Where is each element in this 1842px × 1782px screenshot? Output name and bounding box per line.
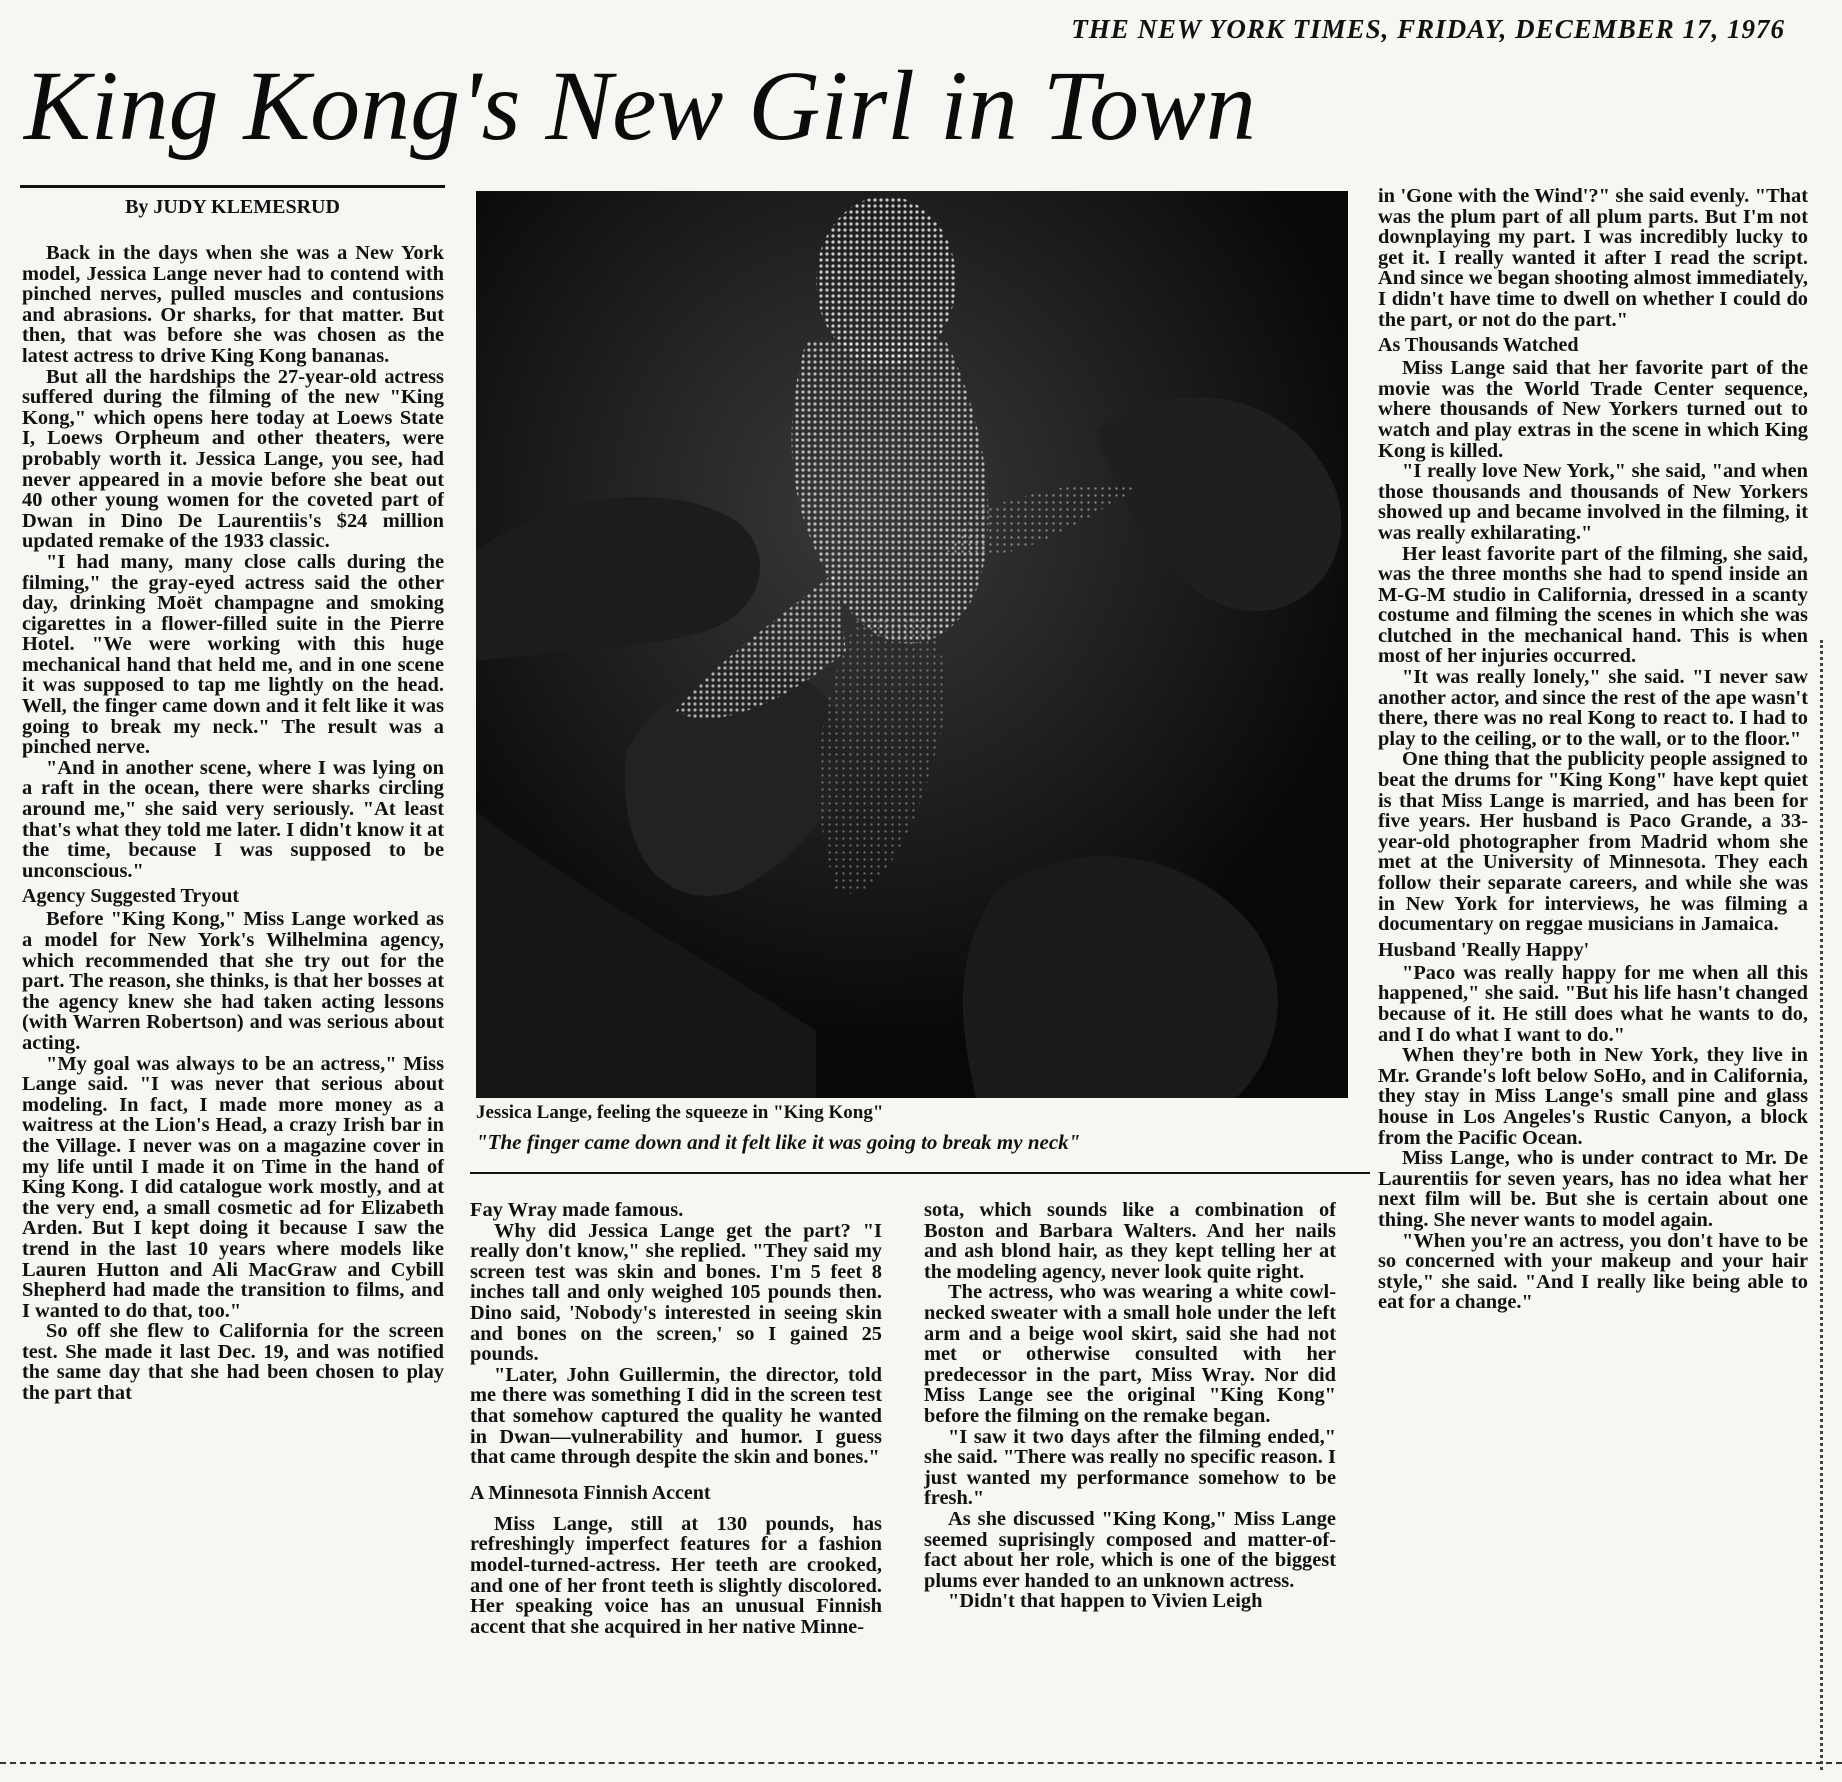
subhead: As Thousands Watched bbox=[1378, 334, 1579, 357]
photo-caption: Jessica Lange, feeling the squeeze in "King Kong" bbox=[476, 1102, 884, 1123]
paragraph: One thing that the publicity people assigned to beat the drums for "King Kong" have kept quiet is that Miss Lange is married, and has been for five years. Her husband is Paco Grande, a 33-year-old photographer from Madrid whom she met at the University of Minnesota. They each follow their separate careers, and while she was in New York for interviews, he was filming a documentary on reggae musicians in Jamaica. bbox=[1378, 748, 1808, 936]
paragraph: "My goal was always to be an actress," Miss Lange said. "I was never that serious about modeling. In fact, I made more money as a waitress at the Lion's Head, a crazy Irish bar in the Village. I never was on a magazine cover in my life until I made it on Time in the hand of King Kong. I did catalogue work mostly, and at the very end, a small cosmetic ad for Elizabeth Arden. But I kept doing it because I saw the trend in the last 10 years where models like Lauren Hutton and Ali MacGraw and Cybill Shepherd had made the transition to films, and I wanted to do that, too." bbox=[22, 1052, 444, 1322]
paragraph: "Didn't that happen to Vivien Leigh bbox=[948, 1590, 1263, 1613]
subhead: Husband 'Really Happy' bbox=[1378, 938, 1590, 961]
subhead: A Minnesota Finnish Accent bbox=[470, 1481, 711, 1504]
paragraph: But all the hardships the 27-year-old actress suffered during the filming of the new "King Kong," which opens here today at Loews State I, Loews Orpheum and other theaters, were probably worth it. Jessica Lange, you see, had never appeared in a movie before she beat out 40 other young women for the coveted part of Dwan in Dino De Laurentiis's $24 million updated remake of the 1933 classic. bbox=[22, 365, 444, 553]
paragraph: sota, which sounds like a combination of Boston and Barbara Walters. And her nails and ash blond hair, as they kept telling her at the modeling agency, never look quite right. bbox=[924, 1200, 1336, 1283]
paragraph: "Paco was really happy for me when all this happened," she said. "But his life hasn't changed because of it. He still does what he wants to do, and I do what I want to do." bbox=[1378, 961, 1808, 1046]
paragraph: When they're both in New York, they live in Mr. Grande's loft below SoHo, and in California, they stay in Miss Lange's small pine and glass house in Los Angeles's Rustic Canyon, a block from the Pacific Ocean. bbox=[1378, 1044, 1808, 1149]
paragraph: The actress, who was wearing a white cowl-necked sweater with a small hole under the left arm and a beige wool skirt, said she had not met or otherwise consulted with her predecessor in the part, Miss Wray. Nor did Miss Lange see the original "King Kong" before the filming on the remake began. bbox=[924, 1281, 1336, 1427]
paragraph: "I saw it two days after the filming ended," she said. "There was really no specific reason. I just wanted my performance somehow to be fresh." bbox=[924, 1425, 1336, 1510]
paragraph: "And in another scene, where I was lying on a raft in the ocean, there were sharks circling around me," she said very seriously. "At least that's what they told me later. I didn't know it at the time, because I was supposed to be unconscious." bbox=[22, 756, 444, 882]
paragraph: in 'Gone with the Wind'?" she said evenly. "That was the plum part of all plum parts. But I'm not downplaying my part. I was incredibly lucky to get it. I really wanted it after I read the script. And since we began shooting almost immediately, I didn't have time to dwell on whether I could do the part, or not do the part." bbox=[1378, 186, 1808, 331]
headline: King Kong's New Girl in Town bbox=[24, 50, 1256, 161]
col-rule-below-photo bbox=[470, 1172, 1370, 1174]
byline-rule bbox=[20, 185, 445, 188]
paragraph: "Later, John Guillermin, the director, told me there was something I did in the screen test that somehow captured the quality he wanted in Dwan—vulnerability and humor. I guess that came through despite the skin and bones." bbox=[470, 1363, 882, 1469]
paragraph: Miss Lange, who is under contract to Mr. De Laurentiis for seven years, has no idea what her next film will be. But she is certain about one thing. She never wants to model again. bbox=[1378, 1147, 1808, 1231]
byline: By JUDY KLEMESRUD bbox=[125, 196, 340, 218]
paragraph: Fay Wray made famous. bbox=[470, 1200, 684, 1221]
kong-hand-photo bbox=[476, 191, 1348, 1098]
article-column-2 bbox=[470, 1200, 882, 1762]
paragraph: As she discussed "King Kong," Miss Lange seemed suprisingly composed and matter-of-fact about her role, which is one of the biggest plums ever handed to an unknown actress. bbox=[924, 1507, 1336, 1592]
paragraph: "I had many, many close calls during the filming," the gray-eyed actress said the other day, drinking Moët champagne and smoking cigarettes in a flower-filled suite in the Pierre Hotel. "We were working with this huge mechanical hand that held me, and in one scene it was supposed to tap me lightly on the head. Well, the finger came down and it felt like it was going to break my neck." The result was a pinched nerve. bbox=[22, 550, 444, 759]
article-column-4 bbox=[1378, 186, 1808, 1762]
dateline: THE NEW YORK TIMES, FRIDAY, DECEMBER 17, 1976 bbox=[1071, 14, 1785, 44]
paragraph: Miss Lange said that her favorite part of the movie was the World Trade Center sequence, where thousands of New Yorkers turned out to watch and play extras in the scene in which King Kong is killed. bbox=[1378, 357, 1808, 462]
paragraph: Before "King Kong," Miss Lange worked as a model for New York's Wilhelmina agency, which recommended that she try out for the part. The reason, she thinks, is that her bosses at the agency knew she had taken acting lessons (with Warren Robertson) and was serious about acting. bbox=[22, 908, 444, 1054]
subhead: Agency Suggested Tryout bbox=[22, 885, 240, 908]
paragraph: Why did Jessica Lange get the part? "I really don't know," she replied. "They said my screen test was skin and bones. I'm 5 feet 8 inches tall and only weighed 105 pounds then. Dino said, 'Nobody's interested in seeing skin and bones on the screen,' so I gained 25 pounds. bbox=[470, 1219, 882, 1366]
paragraph: "It was really lonely," she said. "I never saw another actor, and since the rest of the ape wasn't there, there was no real Kong to react to. I had to play to the ceiling, or to the wall, or to the floor." bbox=[1378, 666, 1808, 750]
paragraph: Miss Lange, still at 130 pounds, has refreshingly imperfect features for a fashion model-turned-actress. Her teeth are crooked, and one of her front teeth is slightly discolored. Her speaking voice has an unusual Finnish accent that she acquired in her native Minne- bbox=[470, 1512, 882, 1638]
paragraph: "When you're an actress, you don't have to be so concerned with your makeup and your hair style," she said. "And I really like being able to eat for a change." bbox=[1378, 1229, 1808, 1314]
paragraph: Back in the days when she was a New York model, Jessica Lange never had to contend with pinched nerves, pulled muscles and contusions and abrasions. Or sharks, for that matter. But then, that was before she was chosen as the latest actress to drive King Kong bananas. bbox=[22, 243, 444, 367]
paragraph: "I really love New York," she said, "and when those thousands and thousands of New Yorkers showed up and became involved in the filming, it was really exhilarating." bbox=[1378, 460, 1808, 544]
article-column-1 bbox=[22, 243, 444, 1763]
right-dotted-rule bbox=[1820, 640, 1823, 1770]
photo-quote: "The finger came down and it felt like it was going to break my neck" bbox=[476, 1130, 1081, 1154]
article-column-3 bbox=[924, 1200, 1336, 1762]
paragraph: So off she flew to California for the screen test. She made it last Dec. 19, and was notified the same day that she had been chosen to play the part that bbox=[22, 1320, 444, 1405]
paragraph: Her least favorite part of the filming, she said, was the three months she had to spend inside an M-G-M studio in California, dressed in a scanty costume and filming the scenes in which she was clutched in the mechanical hand. This is when most of her injuries occurred. bbox=[1378, 542, 1808, 668]
